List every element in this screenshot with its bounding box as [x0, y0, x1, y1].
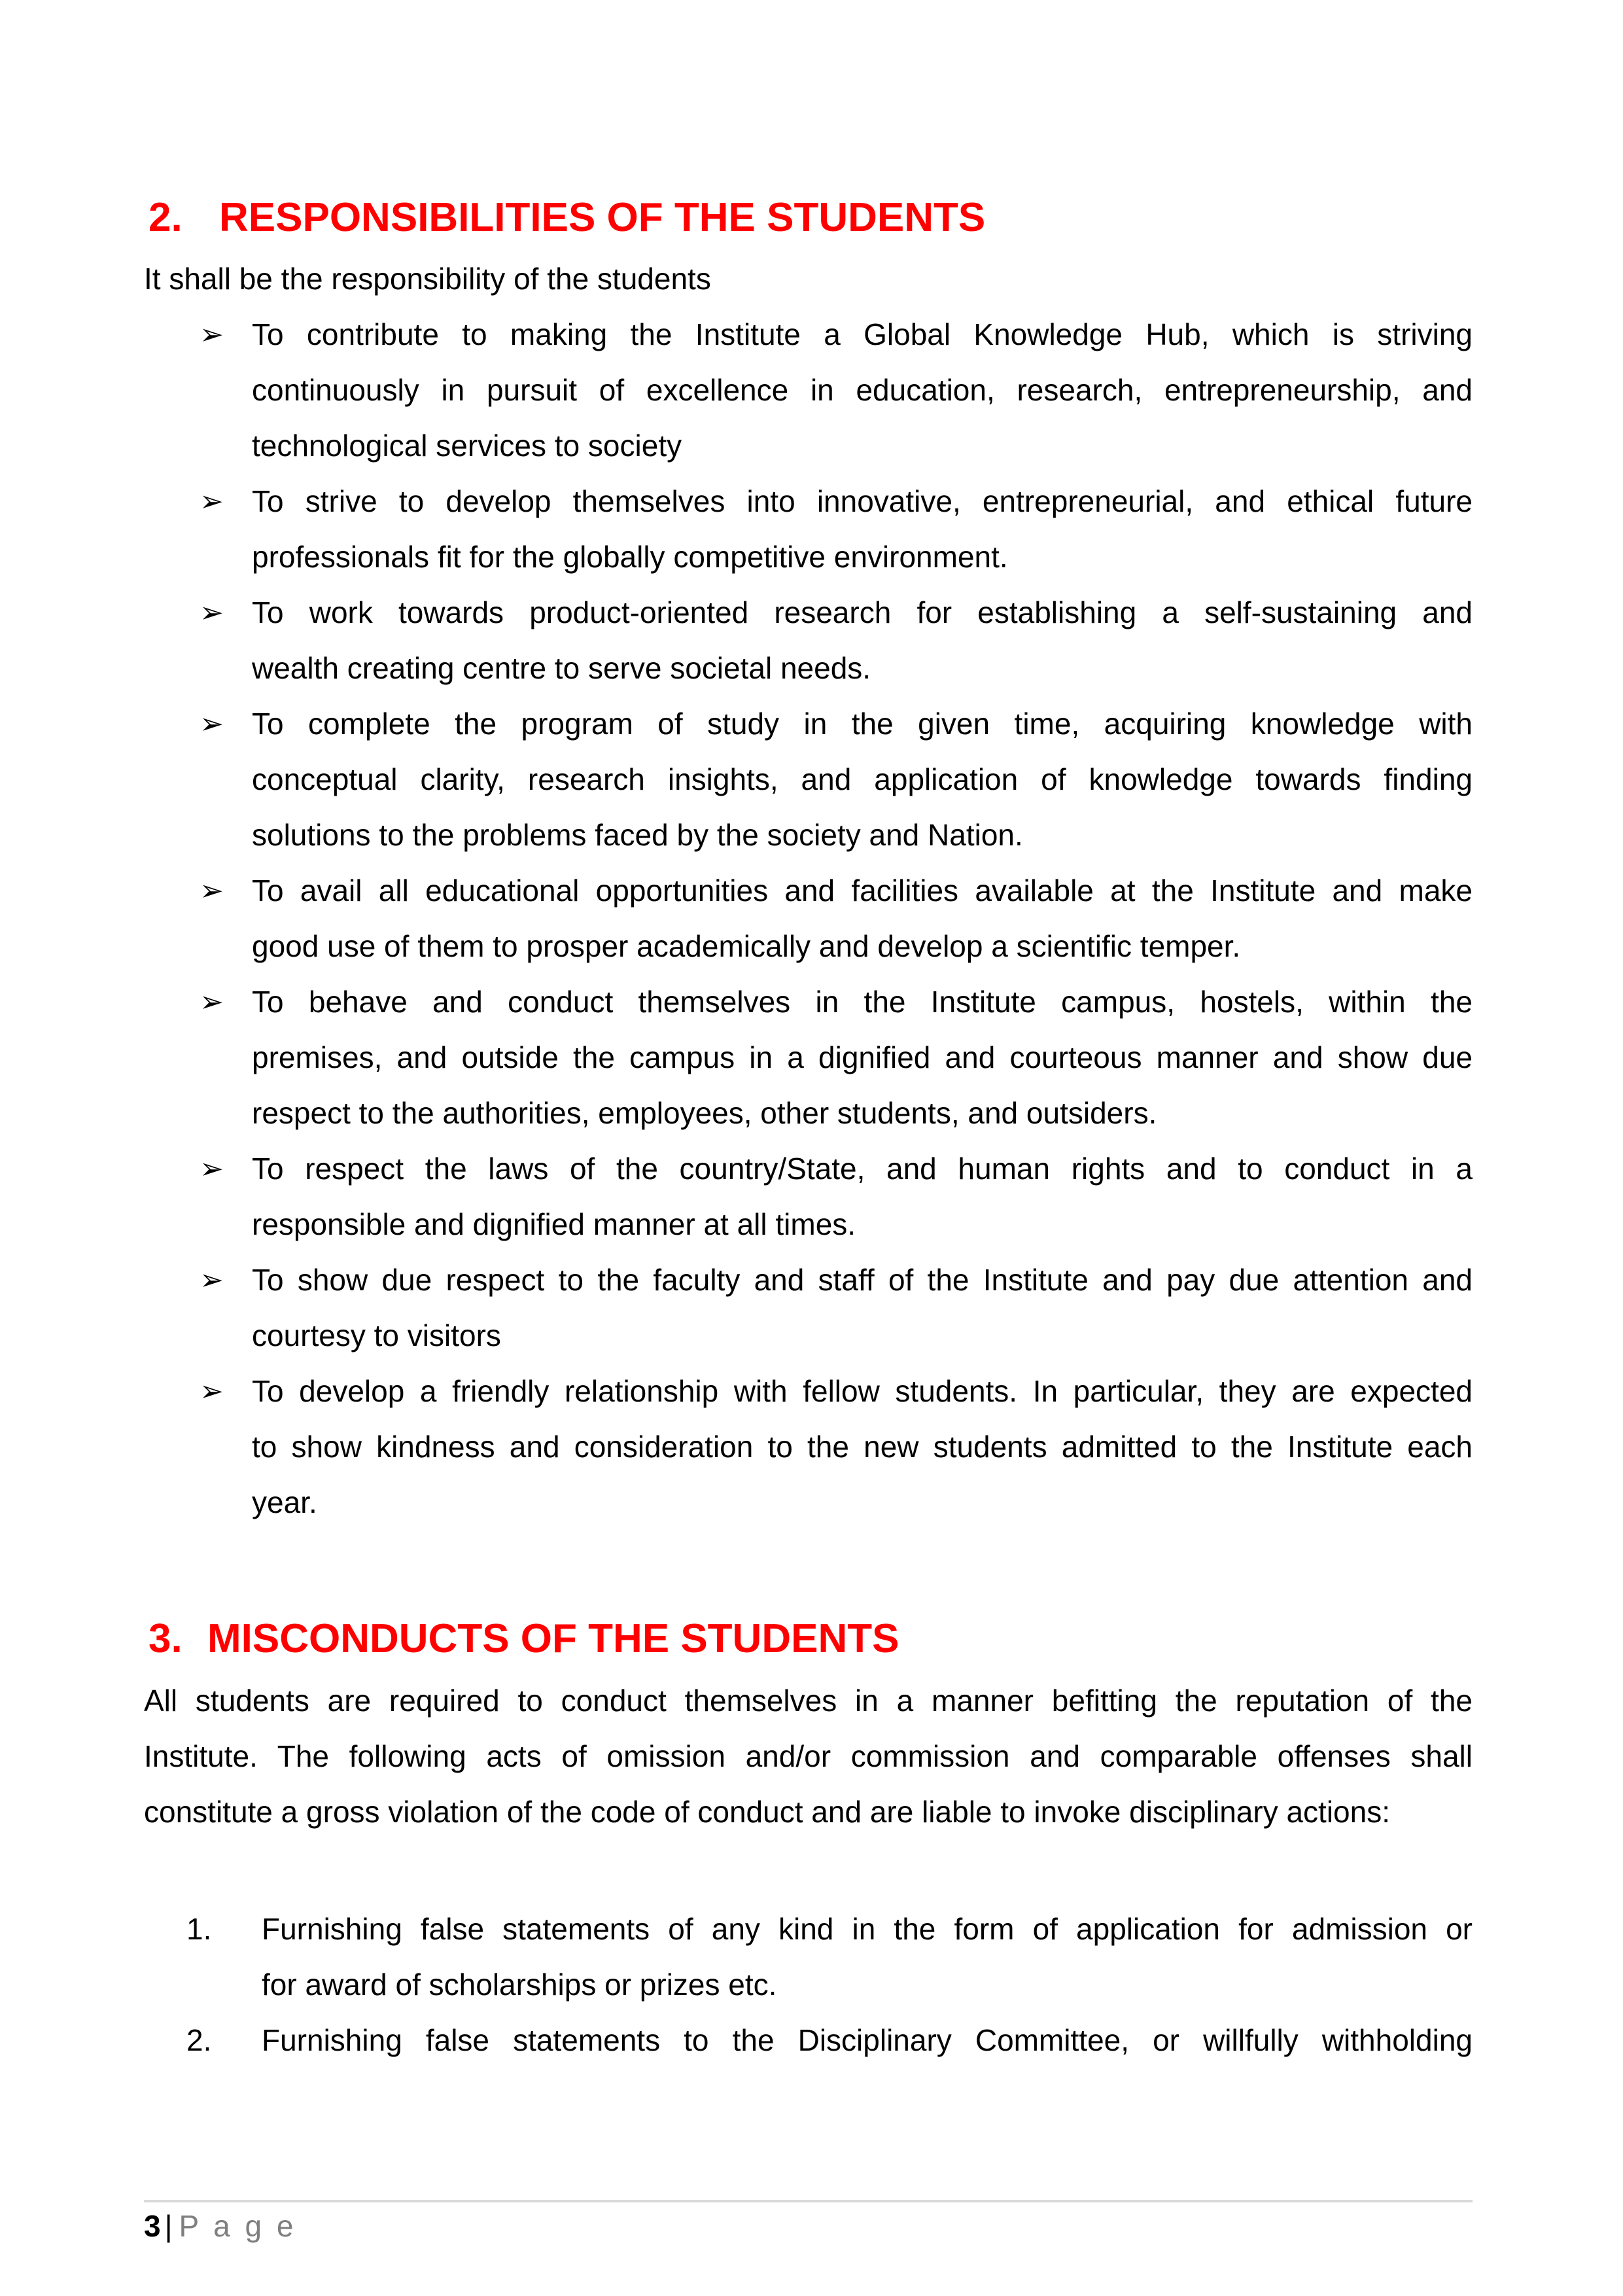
page-number: 3: [144, 2209, 161, 2243]
bullet-item: [144, 1141, 1473, 1252]
text-line: Institute. The following acts of omission and/or commission and comparable offenses shall: [144, 1739, 1473, 1773]
bullet-item: [144, 474, 1473, 585]
text-line: responsible and dignified manner at all times.: [252, 1207, 856, 1241]
text-line: To show due respect to the faculty and staff of the Institute and pay due attention and: [252, 1263, 1473, 1297]
text-line: solutions to the problems faced by the society and Nation.: [252, 818, 1023, 852]
footer-separator: |: [164, 2209, 173, 2243]
text-line: To contribute to making the Institute a Global Knowledge Hub, which is striving: [252, 317, 1473, 351]
page-footer: [144, 2200, 1473, 2246]
numbered-item: [144, 2013, 1473, 2068]
text-line: Furnishing false statements to the Disciplinary Committee, or willfully withholding: [262, 2023, 1473, 2057]
bullet-item: [144, 1364, 1473, 1530]
arrow-bullet-icon: ➢: [200, 1264, 224, 1296]
bullet-item: [144, 1252, 1473, 1364]
footer-page-label: P a g e: [179, 2209, 297, 2243]
arrow-bullet-icon: ➢: [200, 486, 224, 518]
bullet-item: [144, 307, 1473, 474]
text-line: for award of scholarships or prizes etc.: [262, 1968, 777, 2002]
item-number: 2.: [186, 2023, 212, 2057]
section-3-heading: [148, 1611, 1473, 1667]
arrow-bullet-icon: ➢: [200, 1153, 224, 1185]
text-line: To behave and conduct themselves in the Institute campus, hostels, within the: [252, 985, 1473, 1019]
arrow-bullet-icon: ➢: [200, 319, 224, 351]
text-line: To avail all educational opportunities and facilities available at the Institute and make: [252, 874, 1473, 908]
text-line: good use of them to prosper academically and develop a scientific temper.: [252, 929, 1241, 963]
bullet-item: [144, 696, 1473, 863]
arrow-bullet-icon: ➢: [200, 597, 224, 629]
text-line: conceptual clarity, research insights, and application of knowledge towards finding: [252, 762, 1473, 796]
text-line: technological services to society: [252, 429, 682, 463]
footer-divider: [144, 2200, 1473, 2202]
section-3-title: MISCONDUCTS OF THE STUDENTS: [207, 1616, 899, 1661]
responsibilities-list: [144, 307, 1473, 1530]
bullet-item: [144, 585, 1473, 696]
misconducts-list: [144, 1901, 1473, 2068]
text-line: respect to the authorities, employees, other students, and outsiders.: [252, 1096, 1157, 1130]
bullet-item: [144, 863, 1473, 974]
item-number: 1.: [186, 1912, 212, 1946]
section-2-title: RESPONSIBILITIES OF THE STUDENTS: [219, 195, 986, 240]
text-line: Furnishing false statements of any kind in the form of application for admission or: [262, 1912, 1473, 1946]
text-line: To respect the laws of the country/State, and human rights and to conduct in a: [252, 1152, 1473, 1186]
arrow-bullet-icon: ➢: [200, 708, 224, 740]
text-line: constitute a gross violation of the code of conduct and are liable to invoke disciplinary actions:: [144, 1795, 1391, 1829]
text-line: courtesy to visitors: [252, 1318, 501, 1352]
text-line: All students are required to conduct themselves in a manner befitting the reputation of the: [144, 1684, 1473, 1718]
arrow-bullet-icon: ➢: [200, 986, 224, 1018]
text-line: To complete the program of study in the given time, acquiring knowledge with: [252, 707, 1473, 741]
section-2-heading: [148, 190, 1473, 245]
text-line: wealth creating centre to serve societal needs.: [252, 651, 871, 685]
footer-text: [144, 2206, 1473, 2246]
text-line: year.: [252, 1485, 317, 1519]
bullet-item: [144, 974, 1473, 1141]
section-2-number: 2.: [148, 195, 183, 240]
text-line: To strive to develop themselves into innovative, entrepreneurial, and ethical future: [252, 484, 1473, 518]
section-3-number: 3.: [148, 1616, 183, 1661]
text-line: to show kindness and consideration to the new students admitted to the Institute each: [252, 1430, 1473, 1464]
arrow-bullet-icon: ➢: [200, 1375, 224, 1407]
numbered-item: [144, 1901, 1473, 2013]
text-line: To develop a friendly relationship with fellow students. In particular, they are expected: [252, 1374, 1473, 1408]
section-3-intro: [144, 1673, 1473, 1840]
text-line: To work towards product-oriented research for establishing a self-sustaining and: [252, 595, 1473, 629]
section-2-intro: It shall be the responsibility of the students: [144, 262, 711, 296]
text-line: professionals fit for the globally competitive environment.: [252, 540, 1008, 574]
text-line: premises, and outside the campus in a dignified and courteous manner and show due: [252, 1040, 1473, 1074]
text-line: continuously in pursuit of excellence in education, research, entrepreneurship, and: [252, 373, 1473, 407]
arrow-bullet-icon: ➢: [200, 875, 224, 907]
